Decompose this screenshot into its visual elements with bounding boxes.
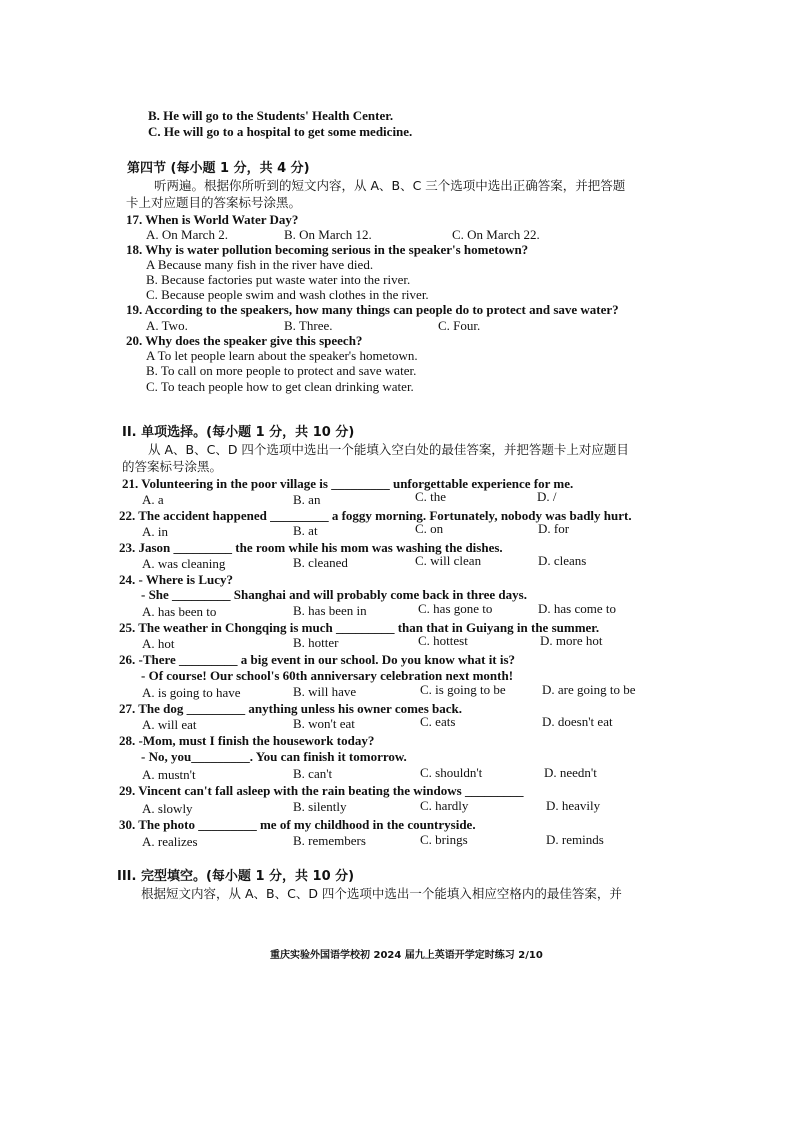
- q26-option-b: B. will have: [293, 684, 357, 699]
- q22-option-a: A. in: [142, 524, 168, 539]
- section-2-heading: II. 单项选择。(每小题 1 分，共 10 分): [122, 425, 355, 440]
- q24-option-d: D. has come to: [538, 601, 616, 616]
- q25-stem: 25. The weather in Chongqing is much _________ than that in Guiyang in the summer.: [119, 620, 600, 635]
- q30-option-d: D. reminds: [546, 832, 604, 847]
- q26-option-d: D. are going to be: [542, 682, 636, 697]
- q18-option-b: B. Because factories put waste water into the river.: [146, 272, 411, 287]
- q29-option-c: C. hardly: [420, 798, 469, 813]
- q24-stem-reply: - She _________ Shanghai and will probably come back in three days.: [141, 587, 527, 602]
- section-3-heading: III. 完型填空。(每小题 1 分，共 10 分): [117, 869, 355, 884]
- q27-option-d: D. doesn't eat: [542, 714, 613, 729]
- q19-option-b: B. Three.: [284, 318, 333, 333]
- q24-option-b: B. has been in: [293, 603, 367, 618]
- q29-option-a: A. slowly: [142, 801, 193, 816]
- q28-option-a: A. mustn't: [142, 767, 196, 782]
- q21-option-d: D. /: [537, 489, 557, 504]
- q22-option-b: B. at: [293, 523, 318, 538]
- q21-option-c: C. the: [415, 489, 447, 504]
- q29-option-b: B. silently: [293, 799, 347, 814]
- q23-option-b: B. cleaned: [293, 555, 348, 570]
- q19-option-c: C. Four.: [438, 318, 481, 333]
- q30-option-c: C. brings: [420, 832, 468, 847]
- section-4-instruction-line1: 听两遍。根据你所听到的短文内容，从 A、B、C 三个选项中选出正确答案，并把答题: [154, 178, 626, 193]
- q20-option-b: B. To call on more people to protect and save water.: [146, 363, 417, 378]
- q23-option-a: A. was cleaning: [142, 556, 226, 571]
- q25-option-c: C. hottest: [418, 633, 468, 648]
- q21-option-a: A. a: [142, 492, 164, 507]
- q24-stem: 24. - Where is Lucy?: [119, 572, 233, 587]
- section-3-instruction-line1: 根据短文内容，从 A、B、C、D 四个选项中选出一个能填入相应空格内的最佳答案，并: [141, 886, 622, 901]
- q26-stem-reply: - Of course! Our school's 60th anniversary celebration next month!: [141, 668, 514, 683]
- q29-option-d: D. heavily: [546, 798, 601, 813]
- q17-stem: 17. When is World Water Day?: [126, 212, 299, 227]
- q21-option-b: B. an: [293, 492, 321, 507]
- q26-option-a: A. is going to have: [142, 685, 241, 700]
- prev-option-b: B. He will go to the Students' Health Center.: [148, 108, 394, 123]
- q28-stem: 28. -Mom, must I finish the housework today?: [119, 733, 375, 748]
- q26-option-c: C. is going to be: [420, 682, 506, 697]
- q18-option-c: C. Because people swim and wash clothes in the river.: [146, 287, 429, 302]
- q17-option-b: B. On March 12.: [284, 227, 372, 242]
- q19-stem: 19. According to the speakers, how many things can people do to protect and save water?: [126, 302, 619, 317]
- page-footer: 重庆实验外国语学校初 2024 届九上英语开学定时练习 2/10: [270, 950, 543, 961]
- section-2-instruction-line2: 的答案标号涂黑。: [122, 459, 223, 474]
- q23-option-d: D. cleans: [538, 553, 587, 568]
- q20-stem: 20. Why does the speaker give this speech?: [126, 333, 363, 348]
- q29-stem: 29. Vincent can't fall asleep with the rain beating the windows _________: [119, 783, 524, 798]
- q23-option-c: C. will clean: [415, 553, 482, 568]
- q28-stem-reply: - No, you_________. You can finish it tomorrow.: [141, 749, 407, 764]
- q25-option-b: B. hotter: [293, 635, 339, 650]
- q27-option-c: C. eats: [420, 714, 456, 729]
- q19-option-a: A. Two.: [146, 318, 188, 333]
- prev-option-c: C. He will go to a hospital to get some medicine.: [148, 124, 413, 139]
- q20-option-c: C. To teach people how to get clean drinking water.: [146, 379, 414, 394]
- q20-option-a: A To let people learn about the speaker's hometown.: [146, 348, 418, 363]
- q22-option-c: C. on: [415, 521, 444, 536]
- q22-option-d: D. for: [538, 521, 570, 536]
- q25-option-d: D. more hot: [540, 633, 603, 648]
- q17-option-c: C. On March 22.: [452, 227, 540, 242]
- q21-stem: 21. Volunteering in the poor village is _________ unforgettable experience for me.: [122, 476, 574, 491]
- q28-option-c: C. shouldn't: [420, 765, 483, 780]
- q27-stem: 27. The dog _________ anything unless his owner comes back.: [119, 701, 462, 716]
- q27-option-b: B. won't eat: [293, 716, 355, 731]
- q30-option-b: B. remembers: [293, 833, 366, 848]
- section-4-heading: 第四节 (每小题 1 分，共 4 分): [127, 161, 310, 176]
- q25-option-a: A. hot: [142, 636, 175, 651]
- q23-stem: 23. Jason _________ the room while his mom was washing the dishes.: [119, 540, 503, 555]
- q28-option-b: B. can't: [293, 766, 333, 781]
- q28-option-d: D. needn't: [544, 765, 597, 780]
- q30-option-a: A. realizes: [142, 834, 198, 849]
- q18-option-a: A Because many fish in the river have died.: [146, 257, 374, 272]
- q18-stem: 18. Why is water pollution becoming serious in the speaker's hometown?: [126, 242, 529, 257]
- q24-option-a: A. has been to: [142, 604, 217, 619]
- section-4-instruction-line2: 卡上对应题目的答案标号涂黑。: [126, 195, 302, 210]
- q17-option-a: A. On March 2.: [146, 227, 228, 242]
- q30-stem: 30. The photo _________ me of my childhood in the countryside.: [119, 817, 476, 832]
- q24-option-c: C. has gone to: [418, 601, 493, 616]
- q27-option-a: A. will eat: [142, 717, 197, 732]
- q26-stem: 26. -There _________ a big event in our school. Do you know what it is?: [119, 652, 516, 667]
- q22-stem: 22. The accident happened _________ a foggy morning. Fortunately, nobody was badly hurt.: [119, 508, 632, 523]
- section-2-instruction-line1: 从 A、B、C、D 四个选项中选出一个能填入空白处的最佳答案，并把答题卡上对应题目: [148, 442, 629, 457]
